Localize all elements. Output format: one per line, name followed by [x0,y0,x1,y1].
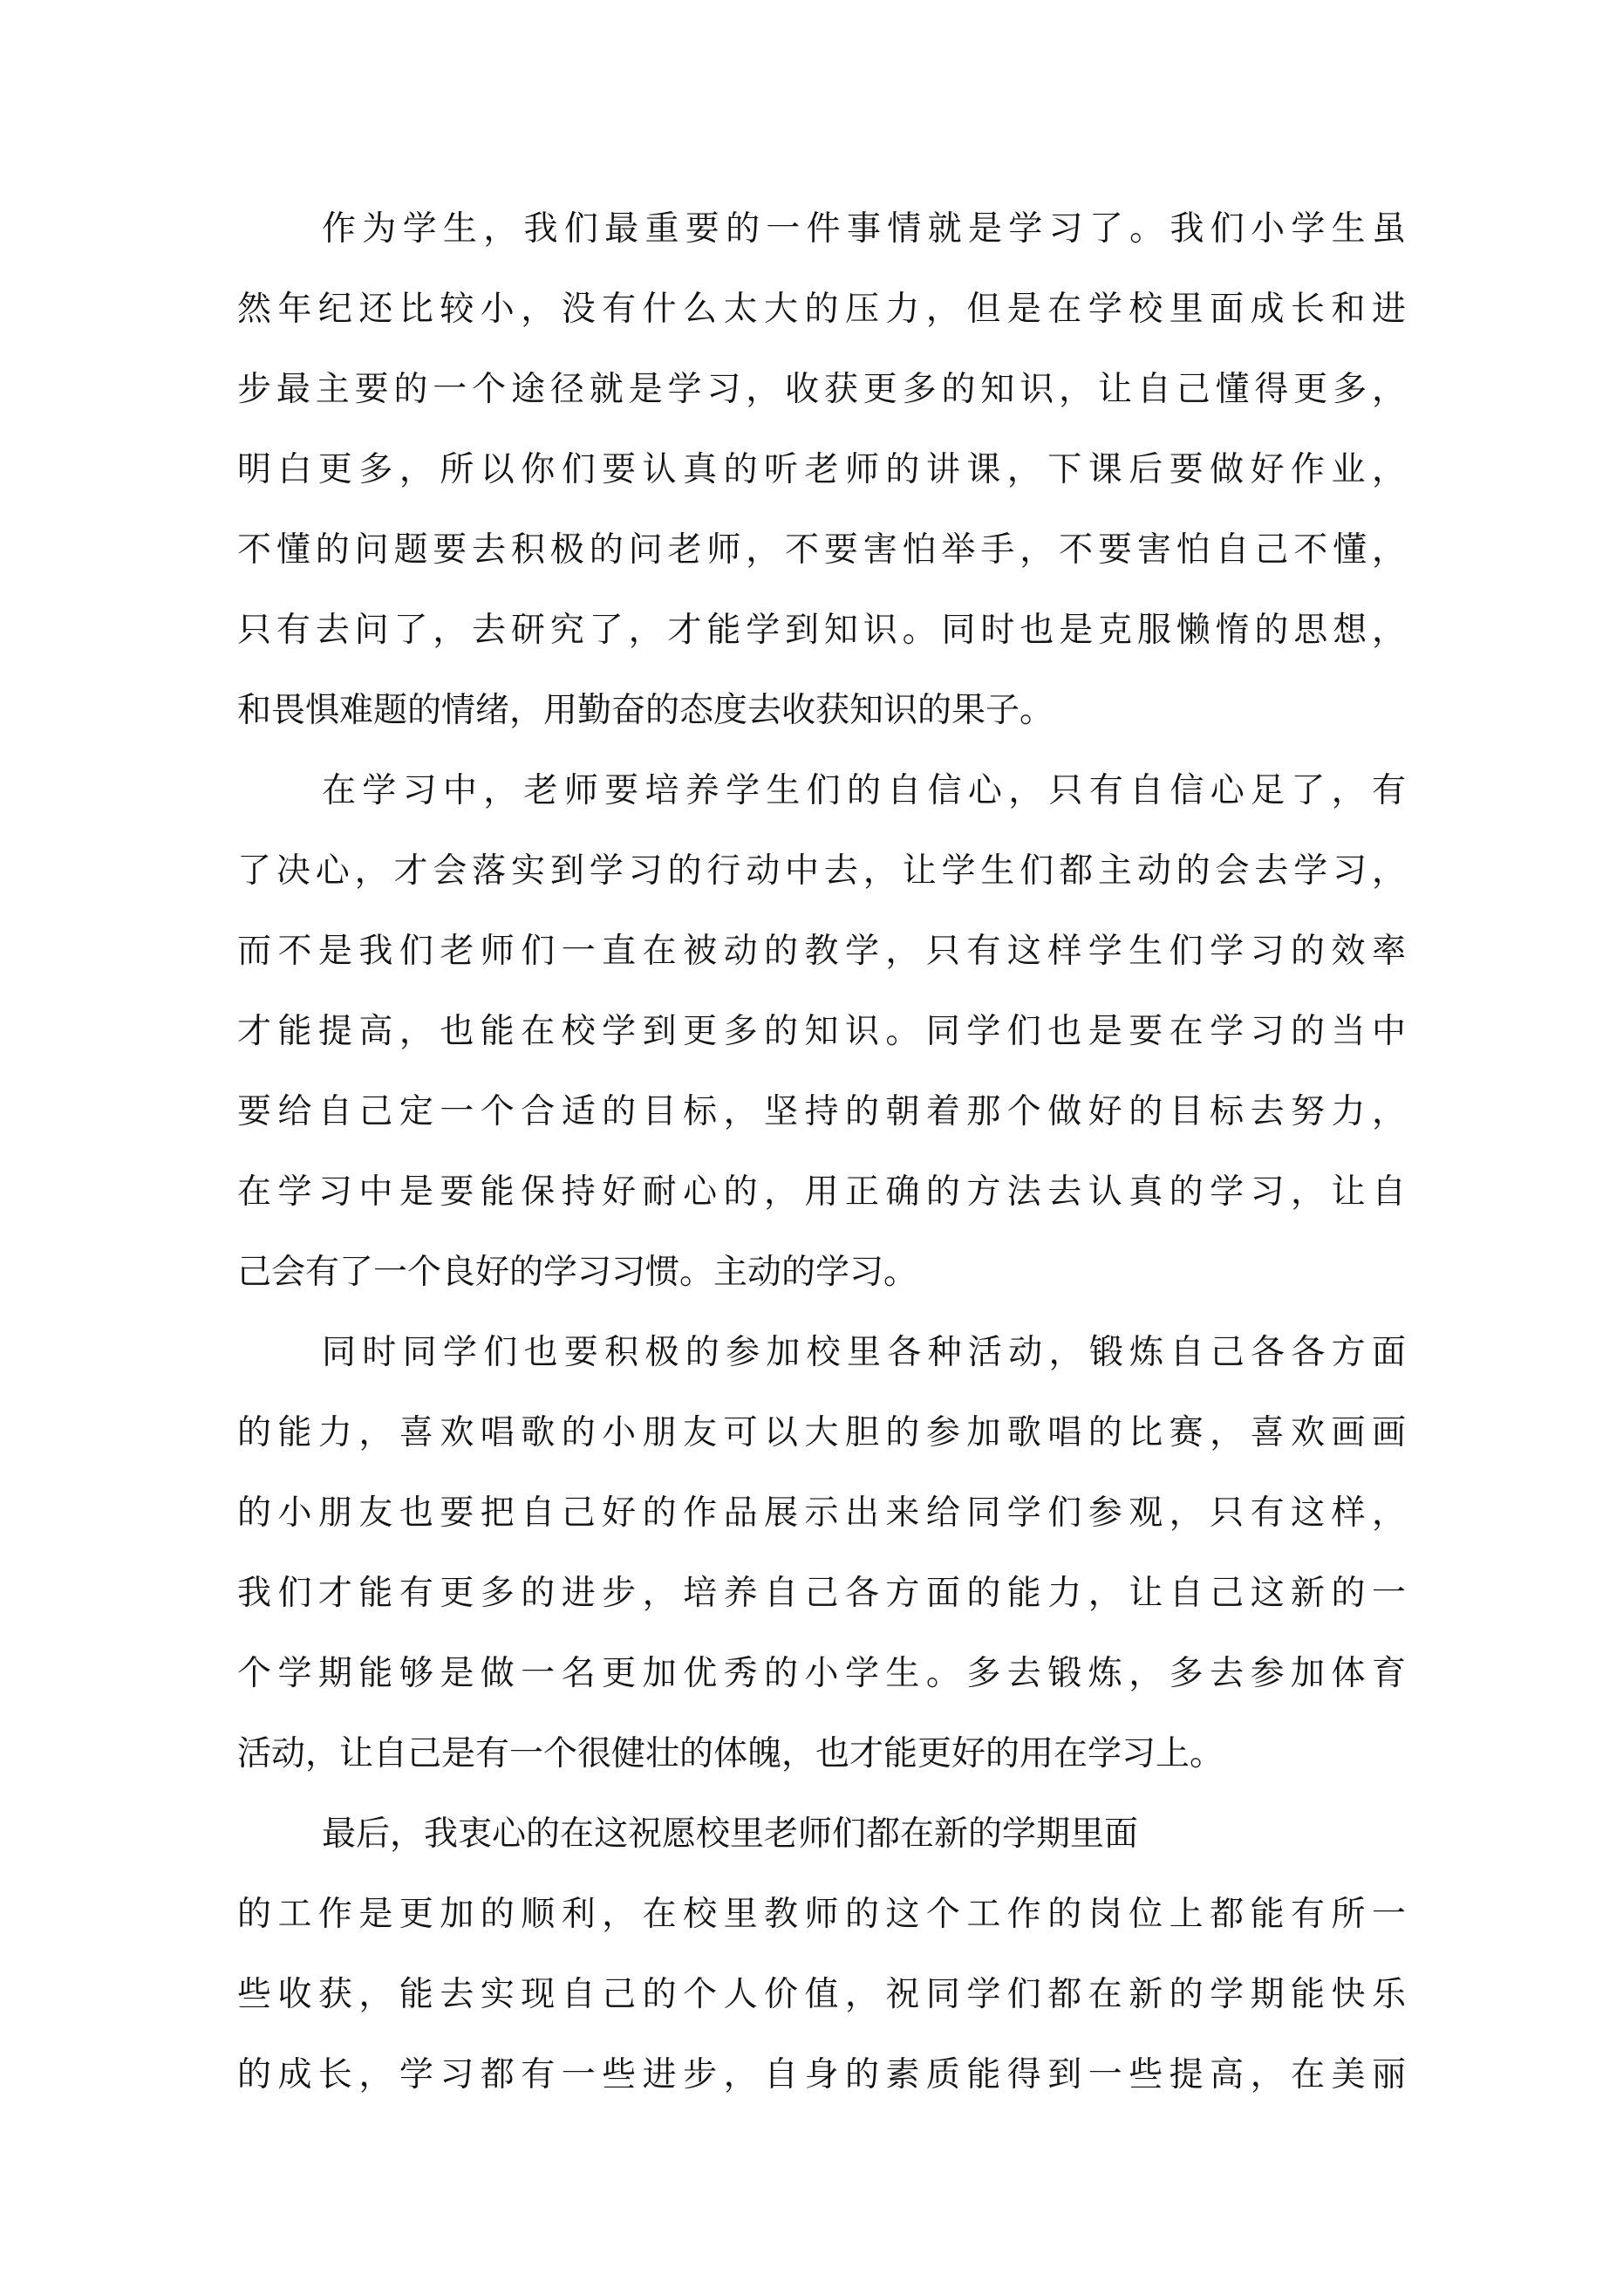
text-line: 的工作是更加的顺利，在校里教师的这个工作的岗位上都能有所一 [237,1895,1406,1934]
text-line: 明白更多，所以你们要认真的听老师的讲课，下课后要做好作业， [237,450,1406,489]
text-line: 作为学生，我们最重要的一件事情就是学习了。我们小学生虽 [322,209,1406,249]
paragraph-3 [237,1324,1406,1806]
text-line: 在学习中，老师要培养学生们的自信心，只有自信心足了，有 [322,771,1406,810]
text-line: 不懂的问题要去积极的问老师，不要害怕举手，不要害怕自己不懂， [237,530,1406,570]
paragraph-2 [237,762,1406,1324]
text-line: 和畏惧难题的情绪，用勤奋的态度去收获知识的果子。 [237,691,1054,730]
paragraph-4 [237,1806,1406,2127]
text-line: 要给自己定一个合适的目标，坚持的朝着那个做好的目标去努力， [237,1092,1406,1131]
text-line: 些收获，能去实现自己的个人价值，祝同学们都在新的学期能快乐 [237,1975,1406,2014]
paragraph-1 [237,201,1406,762]
text-line: 的小朋友也要把自己好的作品展示出来给同学们参观，只有这样， [237,1493,1406,1533]
text-line: 个学期能够是做一名更加优秀的小学生。多去锻炼，多去参加体育 [237,1654,1406,1693]
text-line: 的能力，喜欢唱歌的小朋友可以大胆的参加歌唱的比赛，喜欢画画 [237,1413,1406,1452]
text-line: 了决心，才会落实到学习的行动中去，让学生们都主动的会去学习， [237,851,1406,891]
text-line: 然年纪还比较小，没有什么太大的压力，但是在学校里面成长和进 [237,290,1406,329]
text-line: 只有去问了，去研究了，才能学到知识。同时也是克服懒惰的思想， [237,611,1406,650]
text-line: 在学习中是要能保持好耐心的，用正确的方法去认真的学习，让自 [237,1172,1406,1212]
text-line: 同时同学们也要积极的参加校里各种活动，锻炼自己各各方面 [322,1333,1406,1372]
text-line: 而不是我们老师们一直在被动的教学，只有这样学生们学习的效率 [237,932,1406,971]
text-line: 的成长，学习都有一些进步，自身的素质能得到一些提高，在美丽 [237,2055,1406,2094]
text-line: 我们才能有更多的进步，培养自己各方面的能力，让自己这新的一 [237,1574,1406,1613]
text-line: 步最主要的一个途径就是学习，收获更多的知识，让自己懂得更多， [237,370,1406,409]
text-line: 才能提高，也能在校学到更多的知识。同学们也是要在学习的当中 [237,1012,1406,1051]
text-line: 活动，让自己是有一个很健壮的体魄，也才能更好的用在学习上。 [237,1734,1224,1773]
document-body [237,201,1406,2127]
text-line: 己会有了一个良好的学习习惯。主动的学习。 [237,1253,918,1292]
text-line: 最后，我衷心的在这祝愿校里老师们都在新的学期里面 [322,1814,1139,1854]
